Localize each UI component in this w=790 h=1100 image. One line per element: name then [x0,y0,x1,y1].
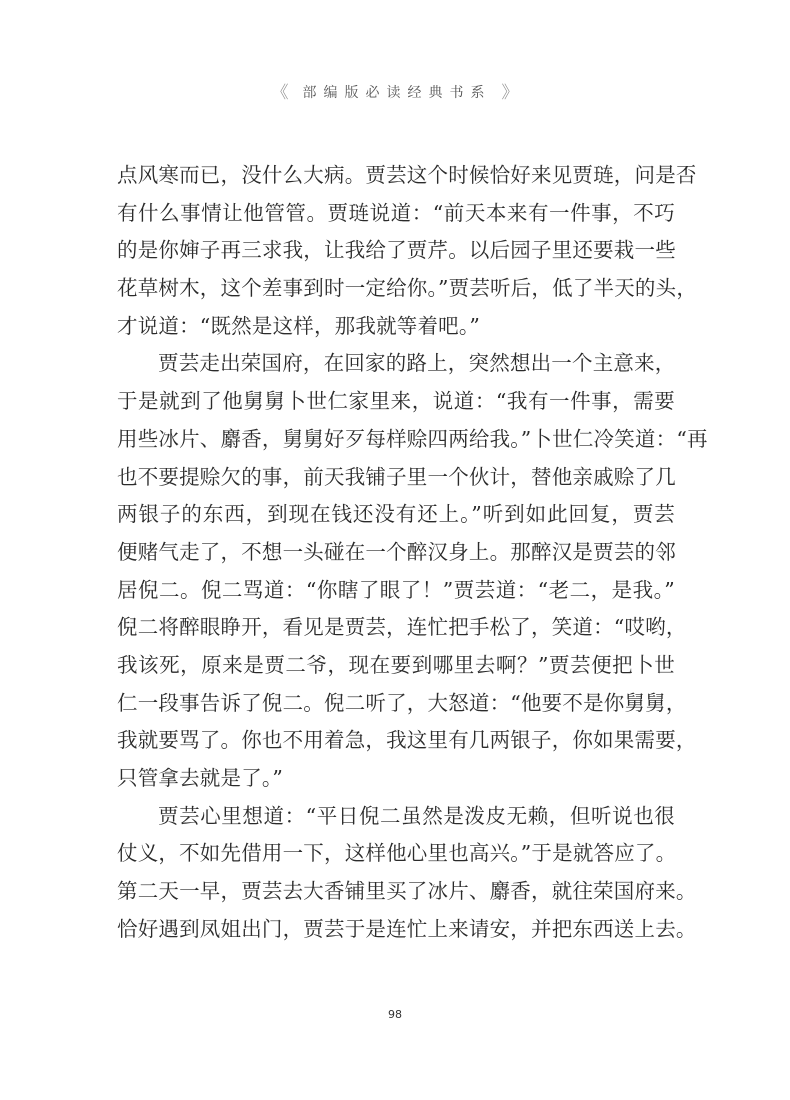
text-line: 贾芸走出荣国府，在回家的路上，突然想出一个主意来， [158,351,676,376]
text-line: 我就要骂了。你也不用着急，我这里有几两银子，你如果需要， [117,728,697,753]
text-line: 有什么事情让他管管。贾琏说道：“前天本来有一件事，不巧 [117,200,675,225]
text-line: 只管拿去就是了。” [117,766,284,790]
header-left-mark: 《 [271,83,289,103]
text-line: 便赌气走了，不想一头碰在一个醉汉身上。那醉汉是贾芸的邻 [117,539,676,564]
text-line: 点风寒而已，没什么大病。贾芸这个时候恰好来见贾琏，问是否 [117,163,697,187]
text-line: 第二天一早，贾芸去大香铺里买了冰片、麝香，就往荣国府来。 [117,879,697,904]
text-line: 于是就到了他舅舅卜世仁家里来，说道：“我有一件事，需要 [117,389,675,414]
paragraph [117,798,697,949]
text-line: 才说道：“既然是这样，那我就等着吧。” [117,313,481,338]
page-number: 98 [388,1008,402,1021]
text-line: 两银子的东西，到现在钱还没有还上。”听到如此回复，贾芸 [117,502,675,527]
text-line: 倪二将醉眼睁开，看见是贾芸，连忙把手松了，笑道：“哎哟， [117,615,687,640]
text-line: 居倪二。倪二骂道：“你瞎了眼了！”贾芸道：“老二，是我。” [117,577,675,602]
text-line: 也不要提赊欠的事，前天我铺子里一个伙计，替他亲戚赊了几 [117,464,676,489]
body-text [117,157,708,948]
text-line: 我该死，原来是贾二爷，现在要到哪里去啊？”贾芸便把卜世 [117,652,675,677]
text-line: 仁一段事告诉了倪二。倪二听了，大怒道：“他要不是你舅舅， [117,690,687,715]
header-right-mark: 》 [501,83,519,103]
text-line: 用些冰片、麝香，舅舅好歹每样赊四两给我。”卜世仁冷笑道：“再 [117,426,708,451]
text-line: 贾芸心里想道：“平日倪二虽然是泼皮无赖，但听说也很 [158,803,675,828]
paragraph [117,345,708,797]
text-line: 花草树木，这个差事到时一定给你。”贾芸听后，低了半天的头， [117,276,698,301]
text-line: 仗义，不如先借用一下，这样他心里也高兴。”于是就答应了。 [117,841,677,866]
paragraph [117,157,698,345]
text-line: 的是你婶子再三求我，让我给了贾芹。以后园子里还要栽一些 [117,238,676,263]
text-line: 恰好遇到凤姐出门，贾芸于是连忙上来请安，并把东西送上去。 [117,916,697,941]
series-title: 部编版必读经典书系 [302,85,492,101]
running-header [0,78,790,103]
